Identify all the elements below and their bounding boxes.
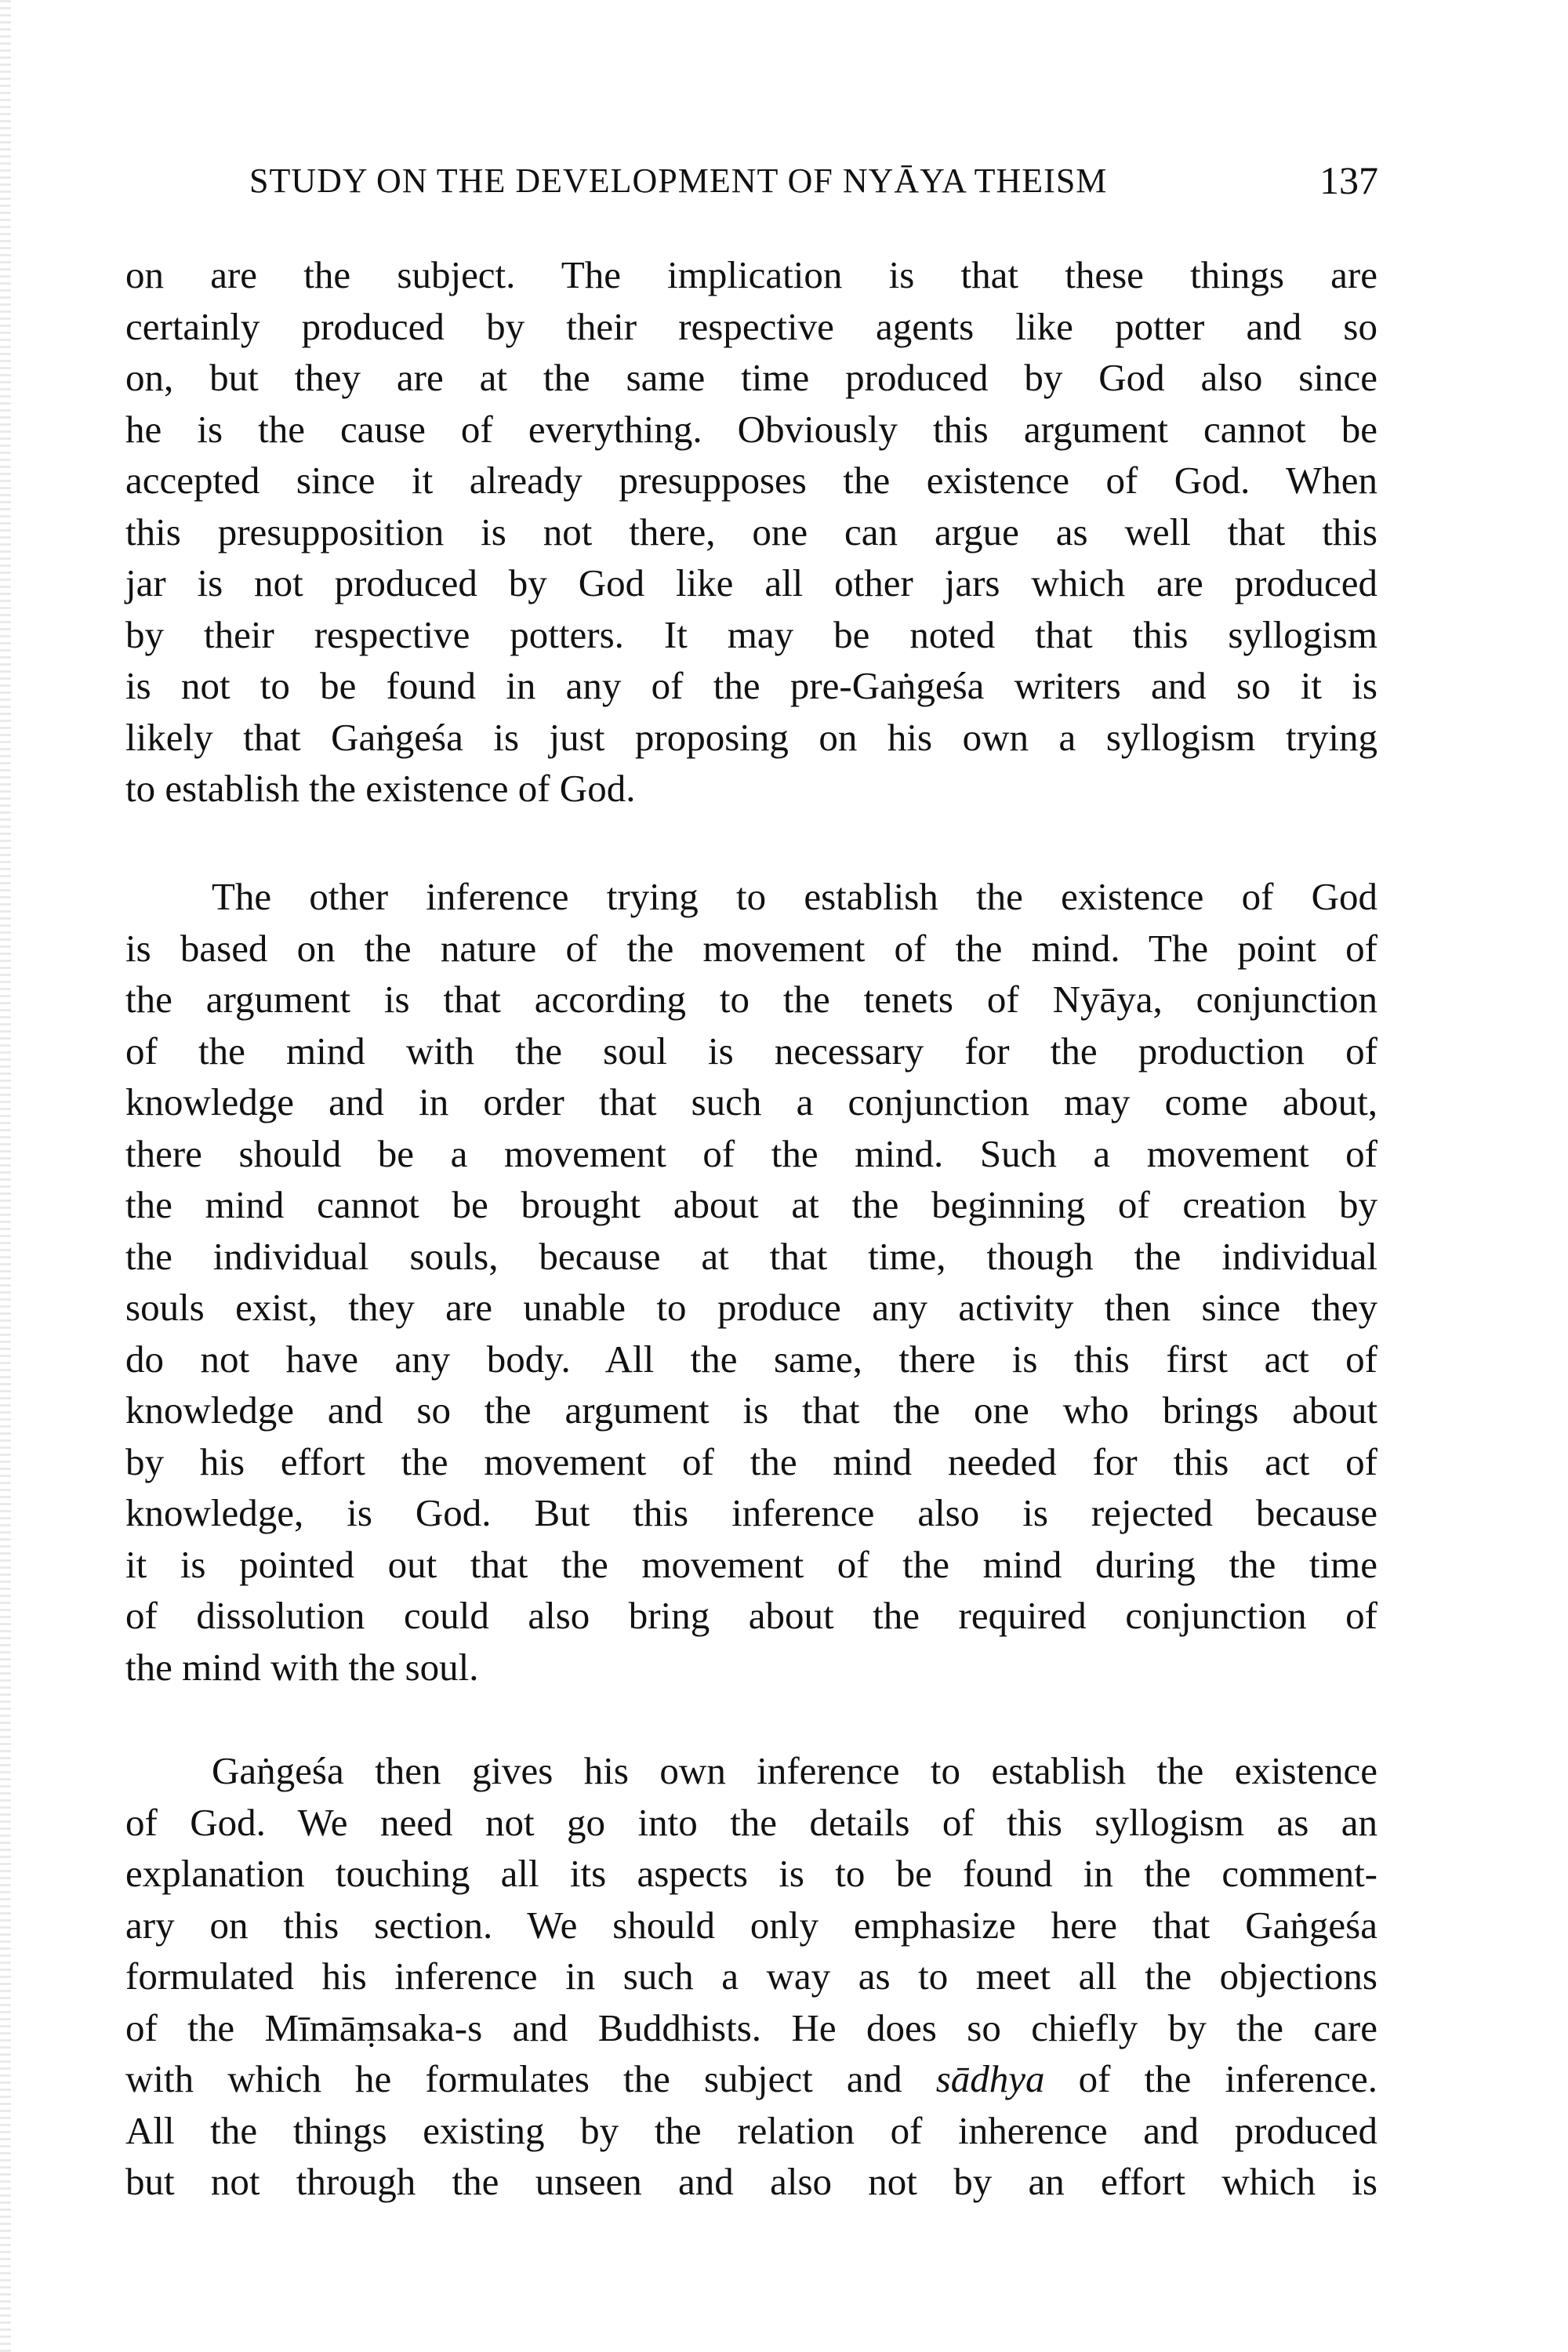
text-line: certainly produced by their respective agents like potter and so: [125, 304, 1377, 348]
text-line: is based on the nature of the movement of the mind. The point of: [125, 926, 1377, 970]
text-line: of the Mīmāṃsaka-s and Buddhists. He does so chiefly by the care: [125, 2005, 1377, 2049]
text-line: of the mind with the soul is necessary for the production of: [125, 1029, 1377, 1073]
text-line: souls exist, they are unable to produce any activity then since they: [125, 1286, 1377, 1329]
text-line: the argument is that according to the tenets of Nyāya, conjunction: [125, 978, 1377, 1021]
text-line: to establish the existence of God.: [125, 767, 636, 810]
italic-term-sadhya: sādhya: [935, 2057, 1045, 2100]
text-line: [125, 2053, 1377, 2105]
page-number: 137: [1319, 158, 1378, 202]
text-line: on are the subject. The implication is that these things are: [125, 253, 1377, 296]
text-line: of God. We need not go into the details of this syllogism as an: [125, 1800, 1377, 1844]
running-title: STUDY ON THE DEVELOPMENT OF NYĀYA THEISM: [249, 162, 1108, 200]
text-line: the individual souls, because at that time, though the individual: [125, 1234, 1377, 1278]
text-line: knowledge and so the argument is that the one who brings about: [125, 1388, 1377, 1432]
text-line: ary on this section. We should only emphasize here that Gaṅgeśa: [125, 1903, 1377, 1947]
page-header: [249, 158, 1378, 208]
text-line: of dissolution could also bring about the required conjunction of: [125, 1594, 1377, 1637]
text-line: is not to be found in any of the pre-Gaṅgeśa writers and so it is: [125, 664, 1377, 707]
text-line: formulated his inference in such a way as to meet all the objections: [125, 1955, 1377, 1998]
text-line: but not through the unseen and also not by an effort which is: [125, 2160, 1377, 2203]
text-line: The other inference trying to establish the existence of God: [212, 875, 1377, 918]
text-line: All the things existing by the relation of inherence and produced: [125, 2108, 1377, 2152]
text-line: knowledge and in order that such a conjunction may come about,: [125, 1080, 1377, 1123]
text-line: the mind cannot be brought about at the beginning of creation by: [125, 1183, 1377, 1226]
paragraph-3: [125, 1745, 1377, 2208]
text-line: this presupposition is not there, one can argue as well that this: [125, 510, 1377, 554]
text-line: accepted since it already presupposes the existence of God. When: [125, 459, 1377, 502]
text-segment: of the inference.: [1078, 2057, 1377, 2100]
paragraph-1: [125, 249, 1377, 815]
text-segment: with which he formulates the subject and: [125, 2057, 902, 2100]
text-line: by his effort the movement of the mind needed for this act of: [125, 1439, 1377, 1483]
text-line: explanation touching all its aspects is to be found in the comment-: [125, 1852, 1377, 1895]
text-line: there should be a movement of the mind. Such a movement of: [125, 1131, 1377, 1175]
text-line: jar is not produced by God like all other jars which are produced: [125, 561, 1377, 604]
paragraph-2: [125, 871, 1377, 1693]
text-line: knowledge, is God. But this inference also is rejected because: [125, 1491, 1377, 1534]
text-line: do not have any body. All the same, there is this first act of: [125, 1337, 1377, 1381]
text-line: Gaṅgeśa then gives his own inference to establish the existence: [212, 1749, 1377, 1792]
text-line: the mind with the soul.: [125, 1645, 479, 1689]
text-line: he is the cause of everything. Obviously this argument cannot be: [125, 407, 1377, 451]
scan-edge-noise: [0, 0, 11, 2352]
text-line: it is pointed out that the movement of the mind during the time: [125, 1542, 1377, 1586]
text-line: by their respective potters. It may be noted that this syllogism: [125, 612, 1377, 656]
text-line: likely that Gaṅgeśa is just proposing on his own a syllogism trying: [125, 715, 1377, 759]
text-line: on, but they are at the same time produced by God also since: [125, 356, 1377, 399]
